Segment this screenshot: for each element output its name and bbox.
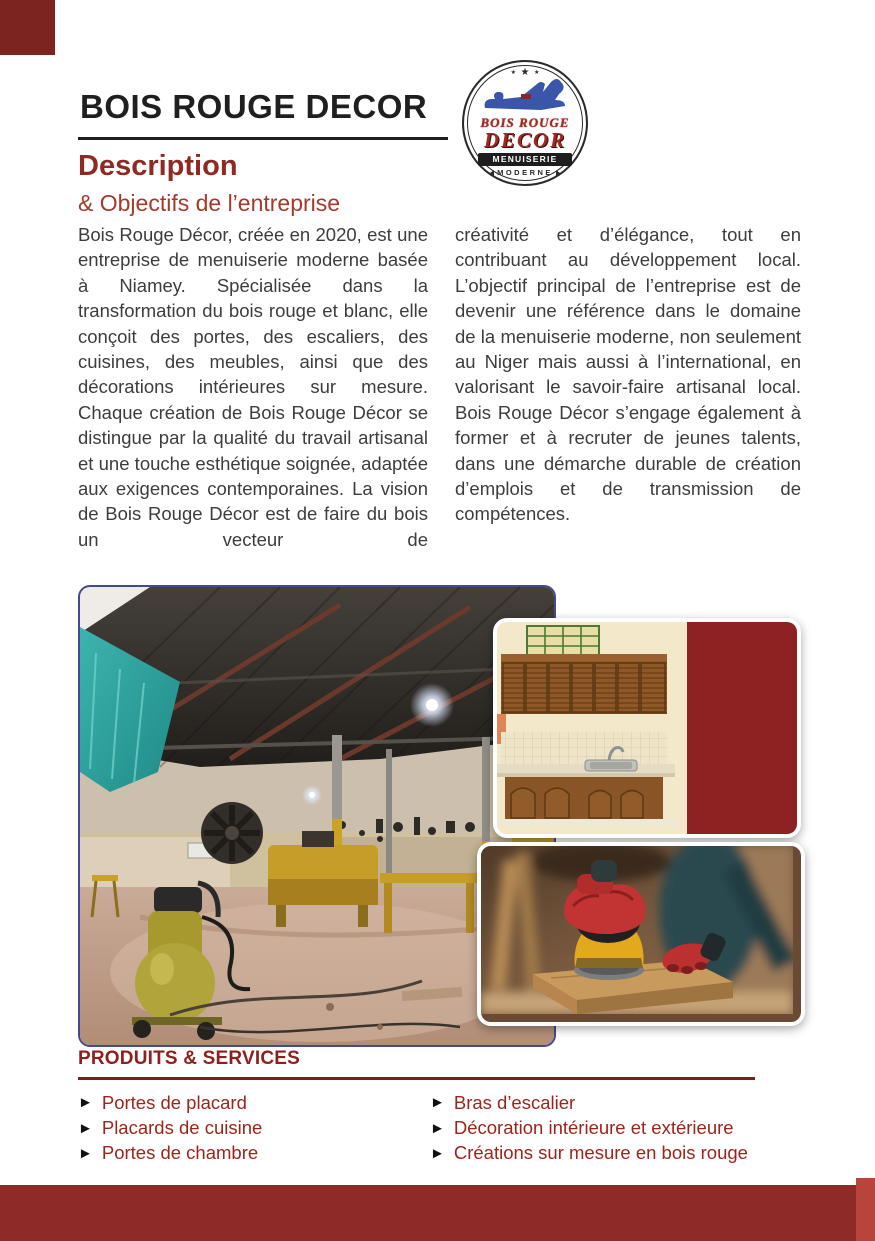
body-column-right: créativité et d’élégance, tout en contribuant au développement local. L’objectif principal de l’entreprise est de devenir une référence dans le domaine de la menuiserie moderne, non seulement au Niger mais aussi à l’international, en valorisant le savoir-faire artisanal local. Bois Rouge Décor s’engage également à former et à recruter de jeunes talents, dans une démarche durable de création d’emplois et de transmission de compétences. <box>455 224 801 525</box>
footer-bar <box>0 1185 875 1241</box>
page-title: BOIS ROUGE DECOR <box>80 88 428 125</box>
services-list-right <box>430 1090 748 1166</box>
description-heading: Description <box>78 150 238 182</box>
arrow-bullet-icon: ► <box>430 1144 445 1162</box>
description-subheading: & Objectifs de l’entreprise <box>78 190 341 216</box>
list-item <box>430 1115 748 1140</box>
arrow-bullet-icon: ► <box>78 1094 93 1112</box>
list-item <box>78 1090 262 1115</box>
sanding-photo <box>477 842 805 1026</box>
kitchen-photo-illustration <box>497 622 679 826</box>
item-label: Portes de placard <box>101 1091 247 1113</box>
item-label: Placards de cuisine <box>101 1117 263 1139</box>
list-item <box>78 1115 262 1140</box>
right-edge-accent <box>856 1178 875 1241</box>
body-column-left: Bois Rouge Décor, créée en 2020, est une entreprise de menuiserie moderne basée à Niamey. Spécialisée dans la transformation du bois rouge et blanc, elle conçoit des portes, des escaliers, des cuisines, des meubles, ainsi que des décorations intérieures sur mesure. Chaque création de Bois Rouge Décor se distingue par la qualité du travail artisanal et une touche esthétique soignée, adaptée aux exigences contemporaines. La vision de Bois Rouge Décor est de faire du bois un vecteur de <box>78 224 428 550</box>
list-item <box>430 1141 748 1166</box>
logo-brand-line2: DECOR <box>483 128 567 152</box>
wood-plane-icon <box>481 78 569 116</box>
logo-banner: MENUISERIE <box>478 153 572 166</box>
arrow-bullet-icon: ► <box>78 1144 93 1162</box>
kitchen-photo <box>493 618 801 838</box>
arrow-bullet-icon: ► <box>78 1119 93 1137</box>
products-underline <box>78 1077 755 1080</box>
arrow-bullet-icon: ► <box>430 1119 445 1137</box>
services-list-left <box>78 1090 262 1166</box>
list-item <box>78 1141 262 1166</box>
item-label: Décoration intérieure et extérieure <box>453 1117 734 1139</box>
item-label: Portes de chambre <box>101 1142 259 1164</box>
arrow-bullet-icon: ► <box>430 1094 445 1112</box>
item-label: Bras d’escalier <box>453 1091 576 1113</box>
logo-tagline: MODERNE <box>464 168 586 177</box>
corner-accent-square <box>0 0 55 55</box>
products-heading: PRODUITS & SERVICES <box>78 1048 300 1069</box>
list-item <box>430 1090 748 1115</box>
item-label: Créations sur mesure en bois rouge <box>453 1142 748 1164</box>
kitchen-red-overlay <box>687 622 797 834</box>
logo-brand-line1: BOIS ROUGE <box>480 115 570 130</box>
title-underline <box>78 137 448 140</box>
sanding-photo-illustration <box>481 846 793 1014</box>
stars-icon: ★ ★ ★ <box>510 67 540 78</box>
company-logo-badge <box>462 60 588 186</box>
